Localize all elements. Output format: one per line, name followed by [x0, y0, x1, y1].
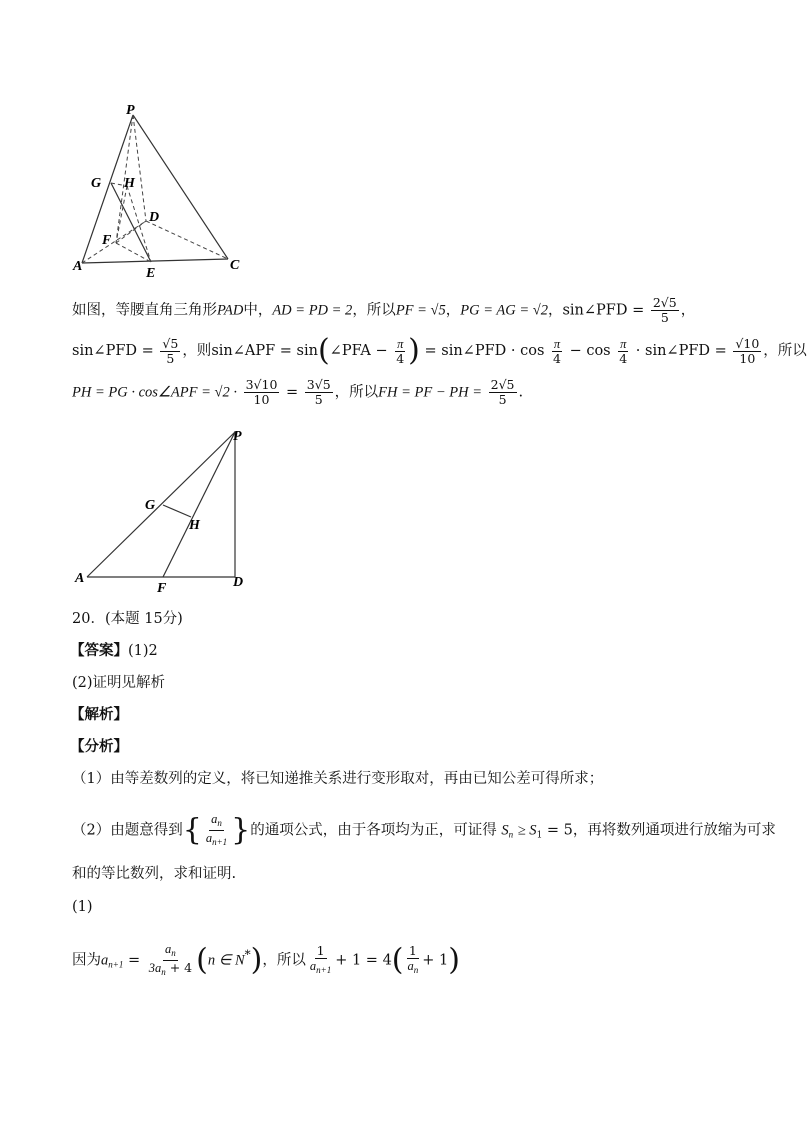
figure-tetrahedron [60, 95, 260, 285]
label-h-2: H [189, 518, 200, 533]
solution-line-2: sin∠PFD = $\frac{√5}{5}$ ，则sin∠APF = sin(∠PFA − $\frac{\pi}{4}$ ) = sin∠PFD · cos $\frac{\pi}{4}$ − cos $\frac{\pi}{4}$ · sin∠PFD = $\frac{√10}{10}$ ，所以 [72, 333, 807, 368]
answer-1: (1)2 [128, 643, 158, 659]
recurrence-line: 因为$a_{n+1}$ = $\frac{a_n}{3a_n + 4}$ (n ∈ N*)，所以 $\frac{1}{a_{n+1}}$ + 1 = 4( $\frac{1}{a_n}$ + 1) [72, 942, 460, 978]
frac-pi-4-c: $\frac{\pi}{4}$ [619, 336, 628, 366]
frac-3sqrt10-10: $\frac{3√10}{10}$ [245, 377, 278, 407]
problem-header: 20．(本题 15分) [72, 611, 183, 627]
frac-pi-4-b: $\frac{\pi}{4}$ [553, 336, 561, 366]
edge-ac [82, 259, 228, 263]
fenxi-line-1: （1）由等差数列的定义，将已知递推关系进行变形取对，再由已知公差可得所求； [72, 771, 604, 787]
frac-sqrt5-5: $\frac{√5}{5}$ [162, 335, 179, 366]
frac-sqrt10-10: $\frac{√10}{10}$ [735, 335, 760, 366]
frac-pi-4-a: $\frac{\pi}{4}$ [396, 336, 405, 366]
frac-an-an1: $\frac{a_n}{a_{n+1}}$ [205, 812, 228, 847]
solution-line-1: 如图，等腰直角三角形PAD中，AD = PD = 2，所以PF = √5，PG = AG = √2，sin∠PFD = $\frac{2√5}{5}$ ， [72, 295, 696, 325]
label-f-2: F [157, 581, 167, 596]
figure-triangle-pad [65, 420, 265, 600]
label-f: F [102, 233, 112, 248]
answer-tag: 【答案】 [70, 642, 128, 659]
label-g: G [91, 176, 102, 191]
label-a-2: A [75, 571, 85, 586]
solution-line-3: PH = PG · cos∠APF = √2 · $\frac{3√10}{10}$ = $\frac{3√5}{5}$ ，所以FH = PF − PH = $\frac{2√5}{5}$ . [72, 377, 524, 407]
label-h: H [124, 176, 135, 191]
label-g-2: G [145, 498, 156, 513]
label-p: P [126, 103, 135, 118]
part-1-label: (1) [72, 899, 93, 915]
frac-3sqrt5-5: $\frac{3√5}{5}$ [306, 377, 331, 407]
frac-recurrence: $\frac{a_n}{3a_n + 4}$ [148, 942, 193, 977]
analysis-tag: 【解析】 [70, 706, 128, 723]
fenxi-tag: 【分析】 [70, 738, 128, 755]
fenxi-line-2: （2）由题意得到{ $\frac{a_n}{a_{n+1}}$ }的通项公式，由于各项均为正，可证得 $S_n \ge S_1 = 5$，再将数列通项进行放缩为可求 [72, 812, 776, 848]
answer-line [70, 641, 158, 661]
frac-2sqrt5-5-b: $\frac{2√5}{5}$ [490, 377, 515, 407]
fenxi-line-3: 和的等比数列，求和证明. [72, 866, 237, 882]
label-c: C [230, 258, 240, 273]
edge-ge [111, 183, 151, 262]
edge-gh-2 [163, 505, 191, 517]
answer-2: (2)证明见解析 [72, 675, 166, 691]
edge-fd [116, 221, 146, 243]
frac-2sqrt5-5: $\frac{2√5}{5}$ [652, 295, 677, 325]
edge-ad [82, 221, 146, 263]
label-e: E [146, 266, 156, 281]
label-a: A [73, 259, 83, 274]
label-d: D [149, 210, 160, 225]
frac-1-an: $\frac{1}{a_n}$ [407, 943, 419, 975]
label-d-2: D [233, 575, 244, 590]
label-p-2: P [233, 429, 242, 444]
frac-1-an1: $\frac{1}{a_{n+1}}$ [309, 943, 332, 975]
edge-pa-2 [87, 432, 235, 577]
edge-pf-2 [163, 432, 235, 577]
